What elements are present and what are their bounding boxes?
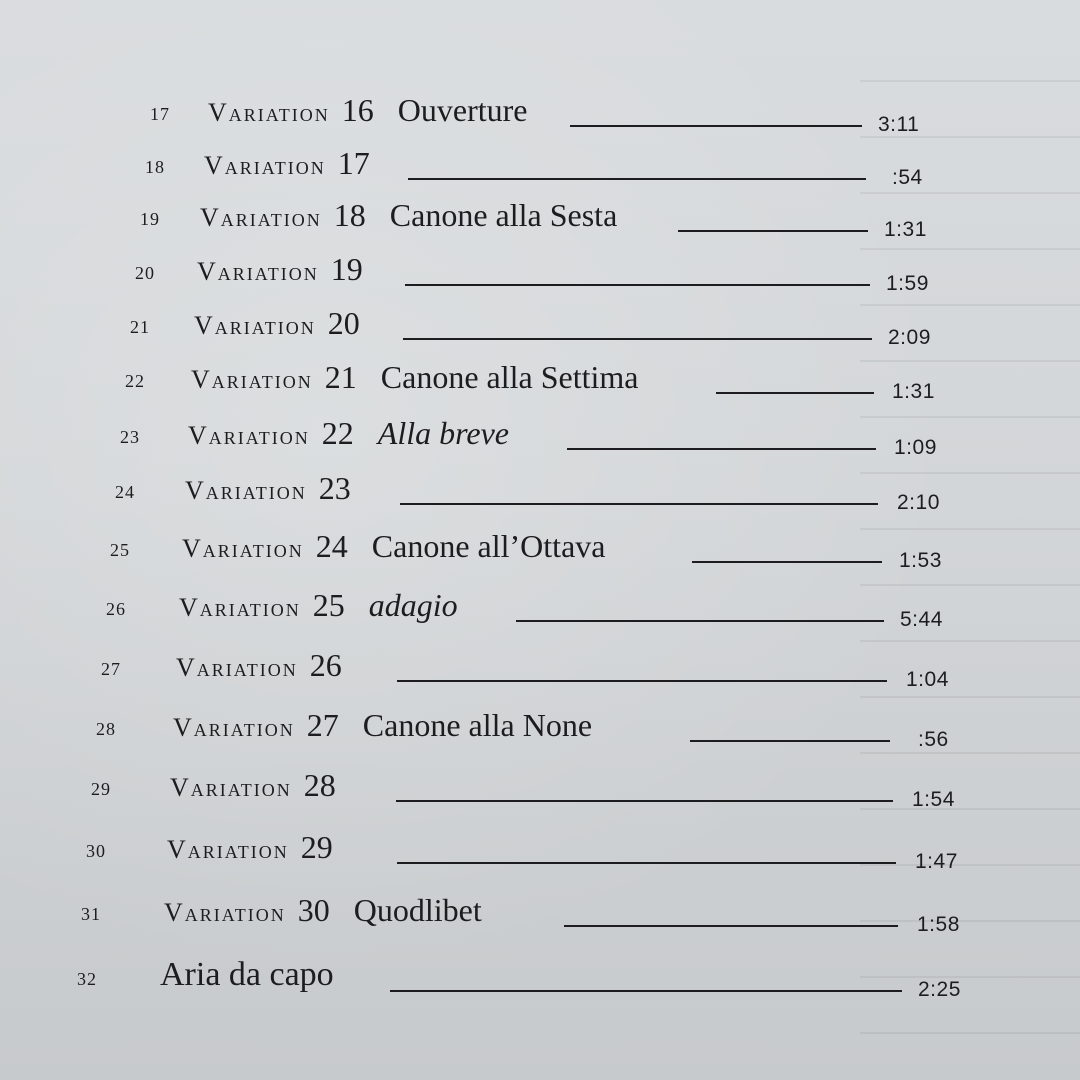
leader-line xyxy=(516,620,884,622)
track-heading xyxy=(188,415,509,452)
track-heading xyxy=(176,647,342,684)
track-duration: 1:53 xyxy=(899,549,942,572)
track-number: 27 xyxy=(101,659,121,679)
track-number: 25 xyxy=(110,540,130,560)
variation-label: Variation xyxy=(173,713,295,742)
track-heading xyxy=(170,767,336,804)
leader-line xyxy=(400,503,878,505)
track-title: Canone alla Settima xyxy=(380,359,639,395)
variation-label: Variation xyxy=(191,365,313,394)
track-duration: 1:31 xyxy=(892,380,935,403)
track-duration: 2:25 xyxy=(918,978,961,1001)
variation-label: Variation xyxy=(179,593,301,622)
track-title: Alla breve xyxy=(377,415,509,451)
track-number: 18 xyxy=(145,157,165,177)
track-row xyxy=(0,515,1080,572)
track-duration: 2:10 xyxy=(897,491,940,514)
track-title: adagio xyxy=(368,587,458,623)
track-duration: 1:58 xyxy=(917,913,960,936)
leader-line xyxy=(570,125,862,127)
track-heading xyxy=(200,197,617,234)
variation-number: 21 xyxy=(324,359,357,395)
track-duration: 1:54 xyxy=(912,788,955,811)
track-duration: 1:59 xyxy=(886,272,929,295)
variation-label: Variation xyxy=(200,203,322,232)
leader-line xyxy=(678,230,868,232)
track-row xyxy=(0,184,1080,241)
track-row xyxy=(0,132,1080,189)
variation-label: Variation xyxy=(170,773,292,802)
track-heading xyxy=(179,587,458,624)
variation-number: 19 xyxy=(330,251,363,287)
track-duration: 1:47 xyxy=(915,850,958,873)
variation-label: Variation xyxy=(176,653,298,682)
variation-number: 18 xyxy=(333,197,366,233)
track-duration: 3:11 xyxy=(878,113,920,136)
track-row xyxy=(0,574,1080,631)
variation-number: 27 xyxy=(306,707,339,743)
variation-number: 17 xyxy=(337,145,370,181)
leader-line xyxy=(408,178,866,180)
leader-line xyxy=(397,862,896,864)
variation-label: Variation xyxy=(194,311,316,340)
track-row xyxy=(0,944,1080,1001)
variation-number: 25 xyxy=(312,587,345,623)
track-row xyxy=(0,402,1080,459)
variation-number: 20 xyxy=(327,305,360,341)
track-title: Canone all’Ottava xyxy=(371,528,606,564)
track-row xyxy=(0,79,1080,136)
variation-number: 26 xyxy=(309,647,342,683)
leader-line xyxy=(405,284,870,286)
variation-number: 16 xyxy=(341,92,374,128)
variation-label: Variation xyxy=(182,534,304,563)
track-number: 26 xyxy=(106,599,126,619)
track-row xyxy=(0,634,1080,691)
track-title: Aria da capo xyxy=(160,956,334,993)
track-title: Canone alla Sesta xyxy=(389,197,618,233)
leader-line xyxy=(390,990,902,992)
track-number: 29 xyxy=(91,779,111,799)
track-number: 32 xyxy=(77,969,97,989)
variation-label: Variation xyxy=(185,476,307,505)
variation-label: Variation xyxy=(204,151,326,180)
track-number: 28 xyxy=(96,719,116,739)
variation-number: 22 xyxy=(321,415,354,451)
track-heading xyxy=(160,956,334,994)
track-row xyxy=(0,879,1080,936)
track-duration: 1:09 xyxy=(894,436,937,459)
track-number: 21 xyxy=(130,317,150,337)
leader-line xyxy=(403,338,872,340)
track-row xyxy=(0,292,1080,349)
track-heading xyxy=(197,251,363,288)
leader-line xyxy=(692,561,882,563)
track-number: 30 xyxy=(86,841,106,861)
leader-line xyxy=(567,448,876,450)
track-duration: 5:44 xyxy=(900,608,943,631)
variation-number: 23 xyxy=(318,470,351,506)
track-title: Quodlibet xyxy=(353,892,482,928)
variation-number: 29 xyxy=(300,829,333,865)
track-duration: :56 xyxy=(918,728,949,751)
track-row xyxy=(0,816,1080,873)
track-number: 22 xyxy=(125,371,145,391)
track-number: 17 xyxy=(150,104,170,124)
variation-label: Variation xyxy=(164,898,286,927)
track-number: 20 xyxy=(135,263,155,283)
track-number: 24 xyxy=(115,482,135,502)
track-title: Ouverture xyxy=(397,92,528,128)
track-row xyxy=(0,694,1080,751)
track-row xyxy=(0,457,1080,514)
leader-line xyxy=(564,925,898,927)
track-number: 19 xyxy=(140,209,160,229)
track-heading xyxy=(164,892,482,929)
track-heading xyxy=(182,528,605,565)
track-row xyxy=(0,238,1080,295)
leader-line xyxy=(690,740,890,742)
leader-line xyxy=(396,800,893,802)
track-heading xyxy=(208,92,528,129)
track-heading xyxy=(191,359,638,396)
track-row xyxy=(0,346,1080,403)
variation-label: Variation xyxy=(167,835,289,864)
track-duration: 2:09 xyxy=(888,326,931,349)
track-number: 31 xyxy=(81,904,101,924)
variation-number: 28 xyxy=(303,767,336,803)
variation-label: Variation xyxy=(197,257,319,286)
track-title: Canone alla None xyxy=(362,707,593,743)
variation-number: 24 xyxy=(315,528,348,564)
track-duration: 1:31 xyxy=(884,218,927,241)
track-number: 23 xyxy=(120,427,140,447)
track-duration: 1:04 xyxy=(906,668,949,691)
leader-line xyxy=(716,392,874,394)
track-duration: :54 xyxy=(892,166,923,189)
leader-line xyxy=(397,680,887,682)
track-heading xyxy=(167,829,333,866)
track-row xyxy=(0,754,1080,811)
track-heading xyxy=(173,707,592,744)
track-heading xyxy=(204,145,370,182)
variation-label: Variation xyxy=(188,421,310,450)
variation-label: Variation xyxy=(208,98,330,127)
track-heading xyxy=(185,470,351,507)
track-heading xyxy=(194,305,360,342)
variation-number: 30 xyxy=(297,892,330,928)
